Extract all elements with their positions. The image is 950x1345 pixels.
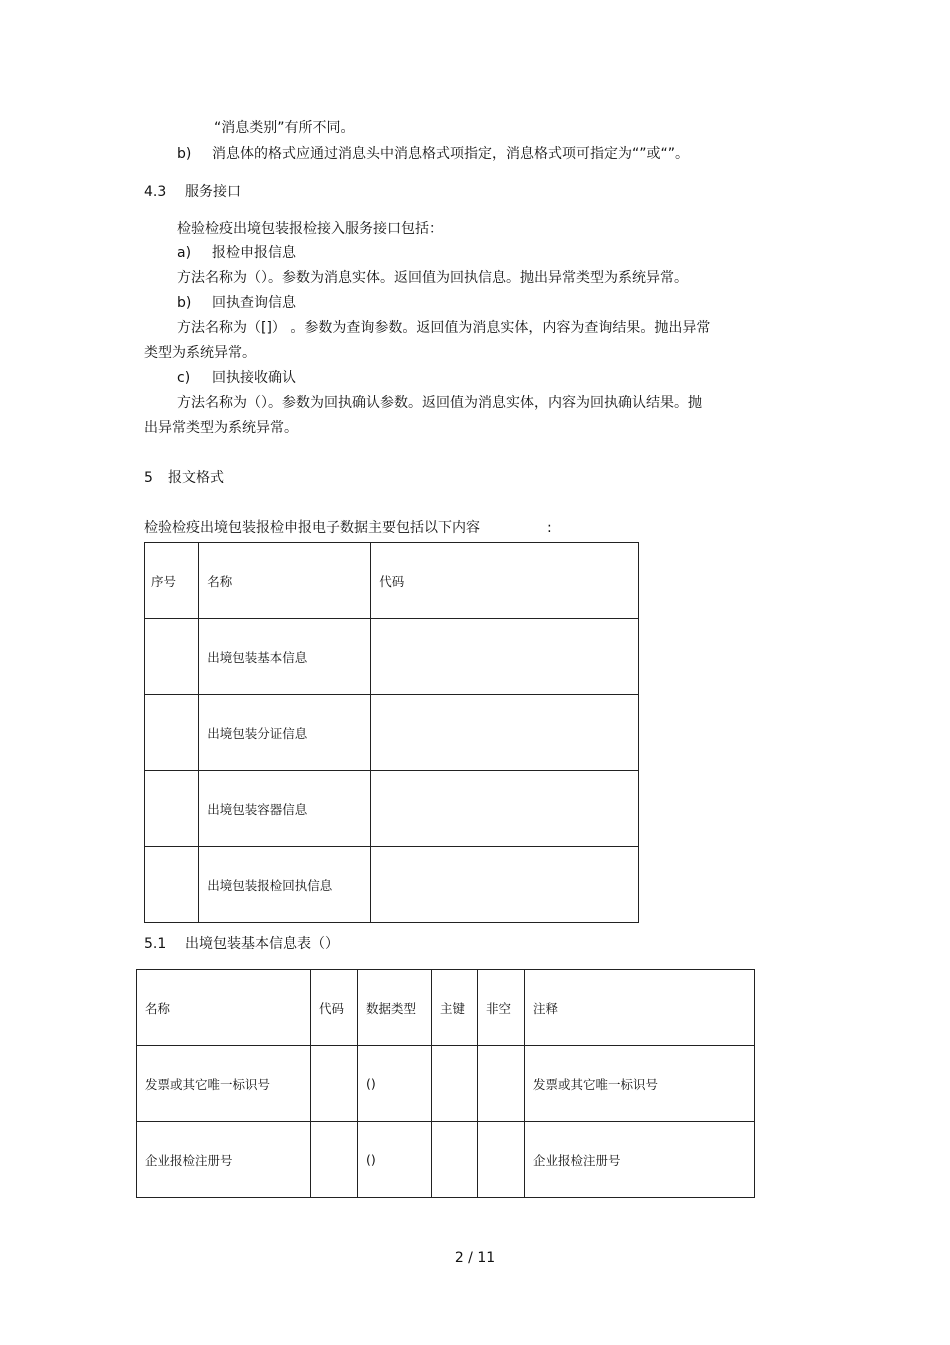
header-cell: 代码: [311, 970, 358, 1046]
item-a-title: 报检申报信息: [212, 245, 296, 261]
service-intro: 检验检疫出境包装报检接入服务接口包括：: [177, 221, 443, 237]
header-cell: 数据类型: [358, 970, 432, 1046]
table-cell: [145, 771, 199, 847]
header-cell: 注释: [525, 970, 755, 1046]
table-cell: [371, 619, 639, 695]
header-cell: 代码: [371, 543, 639, 619]
table-header-row: [137, 970, 755, 1046]
contents-table: [144, 542, 639, 923]
table-cell: 出境包装分证信息: [199, 695, 371, 771]
section-5-intro: 检验检疫出境包装报检申报电子数据主要包括以下内容: [144, 520, 480, 536]
item-c-description-line2: 出异常类型为系统异常。: [144, 420, 298, 436]
section-5-1-title: 出境包装基本信息表（）: [185, 936, 339, 952]
list-marker-b2: b): [177, 295, 192, 311]
table-cell: 发票或其它唯一标识号: [137, 1046, 311, 1122]
table-cell: [311, 1046, 358, 1122]
header-cell: 名称: [137, 970, 311, 1046]
table-row: [145, 695, 639, 771]
table-cell: 发票或其它唯一标识号: [525, 1046, 755, 1122]
list-marker-a: a): [177, 245, 192, 261]
section-4-3-number: 4.3: [144, 184, 167, 200]
header-cell: 非空: [478, 970, 525, 1046]
table-cell: (): [358, 1122, 432, 1198]
table-cell: [478, 1122, 525, 1198]
table-cell: 出境包装容器信息: [199, 771, 371, 847]
list-marker-c: c): [177, 370, 191, 386]
table-row: [137, 1122, 755, 1198]
table-cell: 出境包装基本信息: [199, 619, 371, 695]
table-cell: [371, 695, 639, 771]
table-cell: [432, 1046, 478, 1122]
section-5-intro-colon: :: [547, 520, 552, 536]
line-message-body-format: 消息体的格式应通过消息头中消息格式项指定，消息格式项可指定为“”或“”。: [212, 146, 690, 162]
section-5-1-number: 5.1: [144, 936, 167, 952]
basic-info-table: [136, 969, 755, 1198]
item-c-title: 回执接收确认: [212, 370, 296, 386]
table-cell: 企业报检注册号: [525, 1122, 755, 1198]
item-c-description-line1: 方法名称为（）。参数为回执确认参数。返回值为消息实体，内容为回执确认结果。抛: [177, 395, 702, 411]
table-row: [137, 1046, 755, 1122]
header-cell: 序号: [145, 543, 199, 619]
item-b-description-line1: 方法名称为（[]） 。参数为查询参数。返回值为消息实体，内容为查询结果。抛出异常: [177, 320, 711, 336]
table-cell: [478, 1046, 525, 1122]
item-b-description-line2: 类型为系统异常。: [144, 345, 256, 361]
header-cell: 主键: [432, 970, 478, 1046]
table-cell: [371, 847, 639, 923]
table-cell: 企业报检注册号: [137, 1122, 311, 1198]
table-cell: [311, 1122, 358, 1198]
line-message-category: “消息类别”有所不同。: [214, 120, 355, 136]
table-cell: [145, 695, 199, 771]
table-row: [145, 619, 639, 695]
table-cell: [432, 1122, 478, 1198]
page-number: 2 / 11: [454, 1250, 496, 1266]
table-cell: (): [358, 1046, 432, 1122]
header-cell: 名称: [199, 543, 371, 619]
item-b-title: 回执查询信息: [212, 295, 296, 311]
table-row: [145, 847, 639, 923]
item-a-description: 方法名称为（）。参数为消息实体。返回值为回执信息。抛出异常类型为系统异常。: [177, 270, 688, 286]
table-cell: [145, 619, 199, 695]
section-5-title: 报文格式: [168, 470, 224, 486]
table-cell: [145, 847, 199, 923]
table-header-row: [145, 543, 639, 619]
section-5-number: 5: [144, 470, 153, 486]
table-cell: 出境包装报检回执信息: [199, 847, 371, 923]
list-marker-b1: b): [177, 146, 192, 162]
section-4-3-title: 服务接口: [185, 184, 241, 200]
table-row: [145, 771, 639, 847]
table-cell: [371, 771, 639, 847]
